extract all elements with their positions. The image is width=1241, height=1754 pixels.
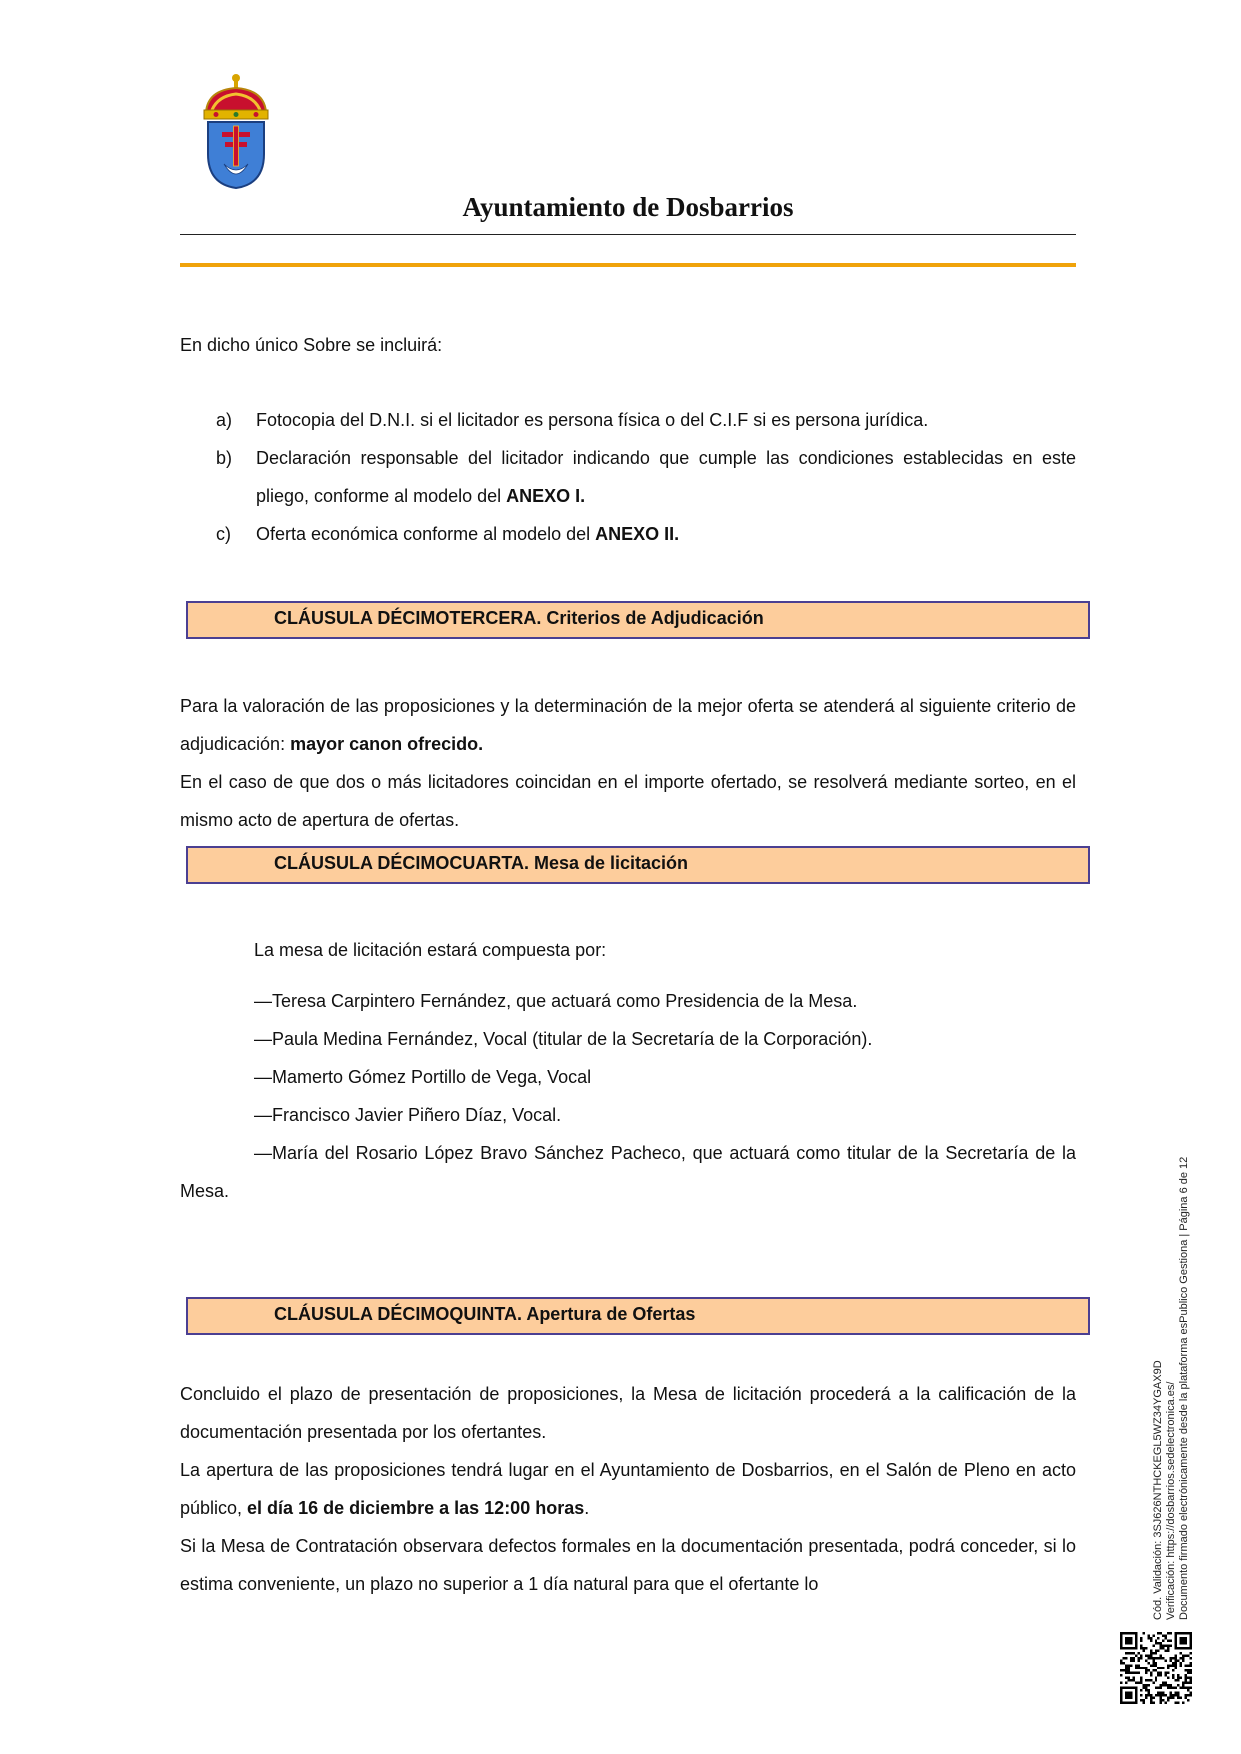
clause13-paragraph-1: [180, 687, 1076, 763]
list-item: —Paula Medina Fernández, Vocal (titular de la Secretaría de la Corporación).: [254, 1029, 873, 1049]
header-divider: [180, 234, 1076, 235]
list-item-text: Fotocopia del D.N.I. si el licitador es persona física o del C.I.F si es persona jurídica.: [256, 410, 929, 430]
clause15-emphasis: el día 16 de diciembre a las 12:00 horas: [247, 1498, 585, 1518]
clause15-paragraph-2-end: .: [584, 1498, 590, 1518]
clause15-paragraph-3: Si la Mesa de Contratación observara defectos formales en la documentación presentada, podrá conceder, si lo estima conveniente, un plazo no superior a 1 día natural para que el ofertante lo: [180, 1536, 1076, 1594]
list-marker: a): [216, 410, 233, 430]
list-item: —Teresa Carpintero Fernández, que actuará como Presidencia de la Mesa.: [254, 991, 858, 1011]
list-item: —Mamerto Gómez Portillo de Vega, Vocal: [254, 1067, 592, 1087]
clause-heading-14: CLÁUSULA DÉCIMOCUARTA. Mesa de licitación: [186, 846, 1090, 884]
list-item: [180, 439, 1076, 515]
page-title: Ayuntamiento de Dosbarrios: [462, 192, 794, 222]
qr-code-icon: [1120, 1632, 1192, 1704]
list-item-text: Declaración responsable del licitador indicando que cumple las condiciones establecidas en este pliego, conforme al modelo del: [256, 448, 1076, 506]
validation-code: Cód. Validación: 3SJ626NTHCKEGL5WZ34YGAX9D: [1152, 1360, 1164, 1620]
clause15-paragraph-1: Concluido el plazo de presentación de proposiciones, la Mesa de licitación procederá a la calificación de la documentación presentada por los ofertantes.: [180, 1384, 1076, 1442]
clause14-intro: La mesa de licitación estará compuesta por:: [254, 940, 607, 960]
clause15-paragraph-2-text: La apertura de las proposiciones tendrá lugar en el Ayuntamiento de Dosbarrios, en el Salón de Pleno en acto público,: [180, 1460, 1076, 1518]
validation-sidebar: [1152, 1090, 1190, 1620]
list-item-emphasis: ANEXO II.: [595, 524, 680, 544]
clause15-paragraph-2: [180, 1451, 1076, 1527]
list-item: [180, 401, 1076, 439]
verification-url: Verificación: https://dosbarrios.sedelectronica.es/: [1165, 1381, 1177, 1620]
intro-paragraph: En dicho único Sobre se incluirá:: [180, 335, 443, 355]
signature-notice: Documento firmado electrónicamente desde la plataforma esPublico Gestiona | Página 6 de 12: [1178, 1156, 1190, 1620]
clause13-paragraph-1-text: Para la valoración de las proposiciones y la determinación de la mejor oferta se atenderá al siguiente criterio de adjudicación:: [180, 696, 1076, 754]
clause13-emphasis: mayor canon ofrecido.: [290, 734, 484, 754]
clause13-paragraph-2: En el caso de que dos o más licitadores coincidan en el importe ofertado, se resolverá mediante sorteo, en el mismo acto de apertura de ofertas.: [180, 772, 1076, 830]
header-accent-rule: [180, 263, 1076, 267]
clause-heading-15: CLÁUSULA DÉCIMOQUINTA. Apertura de Ofertas: [186, 1297, 1090, 1335]
list-item-text: Oferta económica conforme al modelo del: [256, 524, 596, 544]
document-list: [180, 401, 1076, 553]
list-item: —María del Rosario López Bravo Sánchez Pacheco, que actuará como titular de la Secretaría de la Mesa.: [180, 1143, 1076, 1201]
coat-of-arms-icon: [198, 72, 274, 192]
list-marker: c): [216, 524, 231, 544]
clause-heading-13: CLÁUSULA DÉCIMOTERCERA. Criterios de Adjudicación: [186, 601, 1090, 639]
committee-member-list: [180, 982, 1076, 1210]
list-marker: b): [216, 448, 233, 468]
list-item: —Francisco Javier Piñero Díaz, Vocal.: [254, 1105, 562, 1125]
list-item-emphasis: ANEXO I.: [506, 486, 586, 506]
list-item: [180, 515, 1076, 553]
